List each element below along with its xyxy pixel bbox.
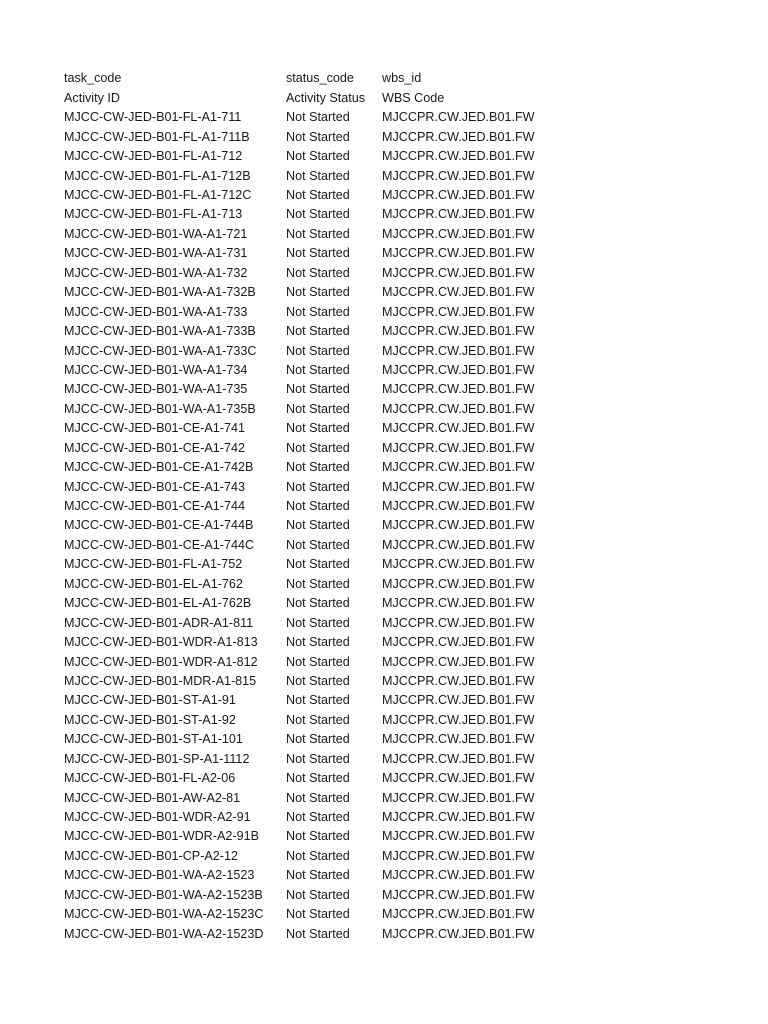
activity-status-cell: Not Started xyxy=(286,518,350,533)
wbs-code-cell: MJCCPR.CW.JED.B01.FW xyxy=(382,557,535,572)
wbs-code-cell: MJCCPR.CW.JED.B01.FW xyxy=(382,324,535,339)
activity-status-cell: Not Started xyxy=(286,848,350,863)
table-row xyxy=(64,225,542,244)
wbs-code-cell: MJCCPR.CW.JED.B01.FW xyxy=(382,829,535,844)
wbs-code-cell: MJCCPR.CW.JED.B01.FW xyxy=(382,285,535,300)
label-activity-status: Activity Status xyxy=(286,90,366,105)
activity-id-cell: MJCC-CW-JED-B01-WA-A2-1523C xyxy=(64,907,264,922)
field-header-row xyxy=(64,69,542,88)
activity-status-cell: Not Started xyxy=(286,635,350,650)
activity-status-cell: Not Started xyxy=(286,537,350,552)
table-row xyxy=(64,710,542,729)
wbs-code-cell: MJCCPR.CW.JED.B01.FW xyxy=(382,751,535,766)
header-status-code: status_code xyxy=(286,71,354,86)
spreadsheet-page xyxy=(64,69,542,944)
activity-table xyxy=(64,69,542,944)
activity-id-cell: MJCC-CW-JED-B01-FL-A1-713 xyxy=(64,207,243,222)
wbs-code-cell: MJCCPR.CW.JED.B01.FW xyxy=(382,790,535,805)
activity-id-cell: MJCC-CW-JED-B01-WDR-A1-813 xyxy=(64,635,258,650)
activity-status-cell: Not Started xyxy=(286,421,350,436)
activity-status-cell: Not Started xyxy=(286,246,350,261)
table-row xyxy=(64,147,542,166)
activity-id-cell: MJCC-CW-JED-B01-EL-A1-762 xyxy=(64,576,243,591)
wbs-code-cell: MJCCPR.CW.JED.B01.FW xyxy=(382,771,535,786)
table-row xyxy=(64,555,542,574)
wbs-code-cell: MJCCPR.CW.JED.B01.FW xyxy=(382,615,535,630)
wbs-code-cell: MJCCPR.CW.JED.B01.FW xyxy=(382,654,535,669)
wbs-code-cell: MJCCPR.CW.JED.B01.FW xyxy=(382,537,535,552)
label-header-row xyxy=(64,88,542,107)
activity-status-cell: Not Started xyxy=(286,615,350,630)
wbs-code-cell: MJCCPR.CW.JED.B01.FW xyxy=(382,907,535,922)
table-row xyxy=(64,633,542,652)
activity-status-cell: Not Started xyxy=(286,771,350,786)
table-row xyxy=(64,866,542,885)
activity-id-cell: MJCC-CW-JED-B01-EL-A1-762B xyxy=(64,596,252,611)
table-row xyxy=(64,419,542,438)
wbs-code-cell: MJCCPR.CW.JED.B01.FW xyxy=(382,887,535,902)
activity-status-cell: Not Started xyxy=(286,907,350,922)
activity-status-cell: Not Started xyxy=(286,790,350,805)
table-row xyxy=(64,205,542,224)
table-row xyxy=(64,730,542,749)
table-row xyxy=(64,827,542,846)
activity-id-cell: MJCC-CW-JED-B01-CE-A1-744C xyxy=(64,537,255,552)
activity-id-cell: MJCC-CW-JED-B01-FL-A1-711 xyxy=(64,110,242,125)
activity-id-cell: MJCC-CW-JED-B01-FL-A1-711B xyxy=(64,129,250,144)
table-row xyxy=(64,536,542,555)
activity-status-cell: Not Started xyxy=(286,382,350,397)
activity-status-cell: Not Started xyxy=(286,499,350,514)
wbs-code-cell: MJCCPR.CW.JED.B01.FW xyxy=(382,810,535,825)
activity-id-cell: MJCC-CW-JED-B01-WA-A1-733B xyxy=(64,324,256,339)
wbs-code-cell: MJCCPR.CW.JED.B01.FW xyxy=(382,265,535,280)
activity-status-cell: Not Started xyxy=(286,304,350,319)
activity-id-cell: MJCC-CW-JED-B01-WA-A1-732B xyxy=(64,285,256,300)
activity-id-cell: MJCC-CW-JED-B01-ST-A1-91 xyxy=(64,693,236,708)
table-row xyxy=(64,574,542,593)
activity-id-cell: MJCC-CW-JED-B01-CE-A1-744B xyxy=(64,518,254,533)
activity-id-cell: MJCC-CW-JED-B01-MDR-A1-815 xyxy=(64,673,257,688)
table-row xyxy=(64,283,542,302)
activity-id-cell: MJCC-CW-JED-B01-WA-A2-1523B xyxy=(64,887,263,902)
activity-status-cell: Not Started xyxy=(286,149,350,164)
activity-status-cell: Not Started xyxy=(286,168,350,183)
wbs-code-cell: MJCCPR.CW.JED.B01.FW xyxy=(382,576,535,591)
table-row xyxy=(64,672,542,691)
table-row xyxy=(64,885,542,904)
table-row xyxy=(64,497,542,516)
activity-status-cell: Not Started xyxy=(286,440,350,455)
wbs-code-cell: MJCCPR.CW.JED.B01.FW xyxy=(382,362,535,377)
activity-status-cell: Not Started xyxy=(286,654,350,669)
wbs-code-cell: MJCCPR.CW.JED.B01.FW xyxy=(382,460,535,475)
table-row xyxy=(64,361,542,380)
activity-status-cell: Not Started xyxy=(286,810,350,825)
activity-status-cell: Not Started xyxy=(286,868,350,883)
activity-id-cell: MJCC-CW-JED-B01-WA-A2-1523D xyxy=(64,926,264,941)
activity-status-cell: Not Started xyxy=(286,693,350,708)
label-activity-id: Activity ID xyxy=(64,90,120,105)
activity-id-cell: MJCC-CW-JED-B01-FL-A2-06 xyxy=(64,771,236,786)
activity-id-cell: MJCC-CW-JED-B01-WA-A2-1523 xyxy=(64,868,255,883)
activity-id-cell: MJCC-CW-JED-B01-WDR-A1-812 xyxy=(64,654,258,669)
activity-id-cell: MJCC-CW-JED-B01-WA-A1-735 xyxy=(64,382,248,397)
activity-id-cell: MJCC-CW-JED-B01-CP-A2-12 xyxy=(64,848,239,863)
activity-id-cell: MJCC-CW-JED-B01-CE-A1-744 xyxy=(64,499,246,514)
wbs-code-cell: MJCCPR.CW.JED.B01.FW xyxy=(382,421,535,436)
wbs-code-cell: MJCCPR.CW.JED.B01.FW xyxy=(382,246,535,261)
activity-status-cell: Not Started xyxy=(286,324,350,339)
activity-status-cell: Not Started xyxy=(286,110,350,125)
table-row xyxy=(64,263,542,282)
activity-status-cell: Not Started xyxy=(286,673,350,688)
wbs-code-cell: MJCCPR.CW.JED.B01.FW xyxy=(382,712,535,727)
activity-id-cell: MJCC-CW-JED-B01-CE-A1-742B xyxy=(64,460,254,475)
activity-id-cell: MJCC-CW-JED-B01-WDR-A2-91B xyxy=(64,829,259,844)
activity-status-cell: Not Started xyxy=(286,829,350,844)
activity-id-cell: MJCC-CW-JED-B01-WA-A1-732 xyxy=(64,265,248,280)
activity-status-cell: Not Started xyxy=(286,479,350,494)
table-row xyxy=(64,458,542,477)
activity-status-cell: Not Started xyxy=(286,343,350,358)
activity-id-cell: MJCC-CW-JED-B01-FL-A1-752 xyxy=(64,557,243,572)
activity-id-cell: MJCC-CW-JED-B01-CE-A1-742 xyxy=(64,440,246,455)
activity-id-cell: MJCC-CW-JED-B01-WA-A1-721 xyxy=(64,226,248,241)
header-wbs-id: wbs_id xyxy=(382,71,422,86)
wbs-code-cell: MJCCPR.CW.JED.B01.FW xyxy=(382,168,535,183)
wbs-code-cell: MJCCPR.CW.JED.B01.FW xyxy=(382,401,535,416)
activity-id-cell: MJCC-CW-JED-B01-WA-A1-731 xyxy=(64,246,248,261)
activity-id-cell: MJCC-CW-JED-B01-WA-A1-734 xyxy=(64,362,248,377)
activity-id-cell: MJCC-CW-JED-B01-WA-A1-733 xyxy=(64,304,248,319)
activity-id-cell: MJCC-CW-JED-B01-WA-A1-735B xyxy=(64,401,256,416)
table-row xyxy=(64,749,542,768)
table-row xyxy=(64,516,542,535)
table-row xyxy=(64,302,542,321)
table-row xyxy=(64,691,542,710)
activity-status-cell: Not Started xyxy=(286,887,350,902)
table-row xyxy=(64,808,542,827)
table-row xyxy=(64,905,542,924)
activity-status-cell: Not Started xyxy=(286,362,350,377)
activity-status-cell: Not Started xyxy=(286,285,350,300)
wbs-code-cell: MJCCPR.CW.JED.B01.FW xyxy=(382,129,535,144)
activity-id-cell: MJCC-CW-JED-B01-CE-A1-741 xyxy=(64,421,246,436)
wbs-code-cell: MJCCPR.CW.JED.B01.FW xyxy=(382,382,535,397)
activity-id-cell: MJCC-CW-JED-B01-ST-A1-92 xyxy=(64,712,236,727)
activity-status-cell: Not Started xyxy=(286,188,350,203)
table-body xyxy=(64,108,542,944)
activity-id-cell: MJCC-CW-JED-B01-FL-A1-712C xyxy=(64,188,252,203)
activity-status-cell: Not Started xyxy=(286,732,350,747)
wbs-code-cell: MJCCPR.CW.JED.B01.FW xyxy=(382,732,535,747)
table-row xyxy=(64,244,542,263)
table-row xyxy=(64,924,542,943)
activity-id-cell: MJCC-CW-JED-B01-AW-A2-81 xyxy=(64,790,241,805)
table-row xyxy=(64,847,542,866)
table-row xyxy=(64,477,542,496)
activity-id-cell: MJCC-CW-JED-B01-ADR-A1-811 xyxy=(64,615,254,630)
wbs-code-cell: MJCCPR.CW.JED.B01.FW xyxy=(382,343,535,358)
activity-id-cell: MJCC-CW-JED-B01-FL-A1-712 xyxy=(64,149,243,164)
activity-status-cell: Not Started xyxy=(286,460,350,475)
wbs-code-cell: MJCCPR.CW.JED.B01.FW xyxy=(382,479,535,494)
table-row xyxy=(64,594,542,613)
table-row xyxy=(64,186,542,205)
activity-status-cell: Not Started xyxy=(286,401,350,416)
wbs-code-cell: MJCCPR.CW.JED.B01.FW xyxy=(382,926,535,941)
wbs-code-cell: MJCCPR.CW.JED.B01.FW xyxy=(382,596,535,611)
activity-id-cell: MJCC-CW-JED-B01-WDR-A2-91 xyxy=(64,810,251,825)
activity-status-cell: Not Started xyxy=(286,557,350,572)
activity-id-cell: MJCC-CW-JED-B01-CE-A1-743 xyxy=(64,479,246,494)
wbs-code-cell: MJCCPR.CW.JED.B01.FW xyxy=(382,868,535,883)
activity-status-cell: Not Started xyxy=(286,576,350,591)
table-row xyxy=(64,380,542,399)
activity-status-cell: Not Started xyxy=(286,926,350,941)
label-wbs-code: WBS Code xyxy=(382,90,445,105)
wbs-code-cell: MJCCPR.CW.JED.B01.FW xyxy=(382,499,535,514)
wbs-code-cell: MJCCPR.CW.JED.B01.FW xyxy=(382,207,535,222)
activity-status-cell: Not Started xyxy=(286,712,350,727)
activity-status-cell: Not Started xyxy=(286,265,350,280)
table-row xyxy=(64,127,542,146)
table-row xyxy=(64,108,542,127)
table-row xyxy=(64,166,542,185)
wbs-code-cell: MJCCPR.CW.JED.B01.FW xyxy=(382,848,535,863)
activity-id-cell: MJCC-CW-JED-B01-SP-A1-1112 xyxy=(64,751,250,766)
activity-status-cell: Not Started xyxy=(286,596,350,611)
wbs-code-cell: MJCCPR.CW.JED.B01.FW xyxy=(382,635,535,650)
table-row xyxy=(64,769,542,788)
wbs-code-cell: MJCCPR.CW.JED.B01.FW xyxy=(382,440,535,455)
table-row xyxy=(64,322,542,341)
wbs-code-cell: MJCCPR.CW.JED.B01.FW xyxy=(382,304,535,319)
table-row xyxy=(64,341,542,360)
activity-status-cell: Not Started xyxy=(286,226,350,241)
table-row xyxy=(64,399,542,418)
table-row xyxy=(64,788,542,807)
activity-id-cell: MJCC-CW-JED-B01-FL-A1-712B xyxy=(64,168,251,183)
activity-status-cell: Not Started xyxy=(286,207,350,222)
activity-status-cell: Not Started xyxy=(286,751,350,766)
wbs-code-cell: MJCCPR.CW.JED.B01.FW xyxy=(382,518,535,533)
table-row xyxy=(64,652,542,671)
wbs-code-cell: MJCCPR.CW.JED.B01.FW xyxy=(382,673,535,688)
table-row xyxy=(64,438,542,457)
activity-id-cell: MJCC-CW-JED-B01-WA-A1-733C xyxy=(64,343,257,358)
activity-status-cell: Not Started xyxy=(286,129,350,144)
wbs-code-cell: MJCCPR.CW.JED.B01.FW xyxy=(382,110,535,125)
activity-id-cell: MJCC-CW-JED-B01-ST-A1-101 xyxy=(64,732,243,747)
header-task-code: task_code xyxy=(64,71,122,86)
wbs-code-cell: MJCCPR.CW.JED.B01.FW xyxy=(382,226,535,241)
wbs-code-cell: MJCCPR.CW.JED.B01.FW xyxy=(382,693,535,708)
wbs-code-cell: MJCCPR.CW.JED.B01.FW xyxy=(382,188,535,203)
wbs-code-cell: MJCCPR.CW.JED.B01.FW xyxy=(382,149,535,164)
table-row xyxy=(64,613,542,632)
